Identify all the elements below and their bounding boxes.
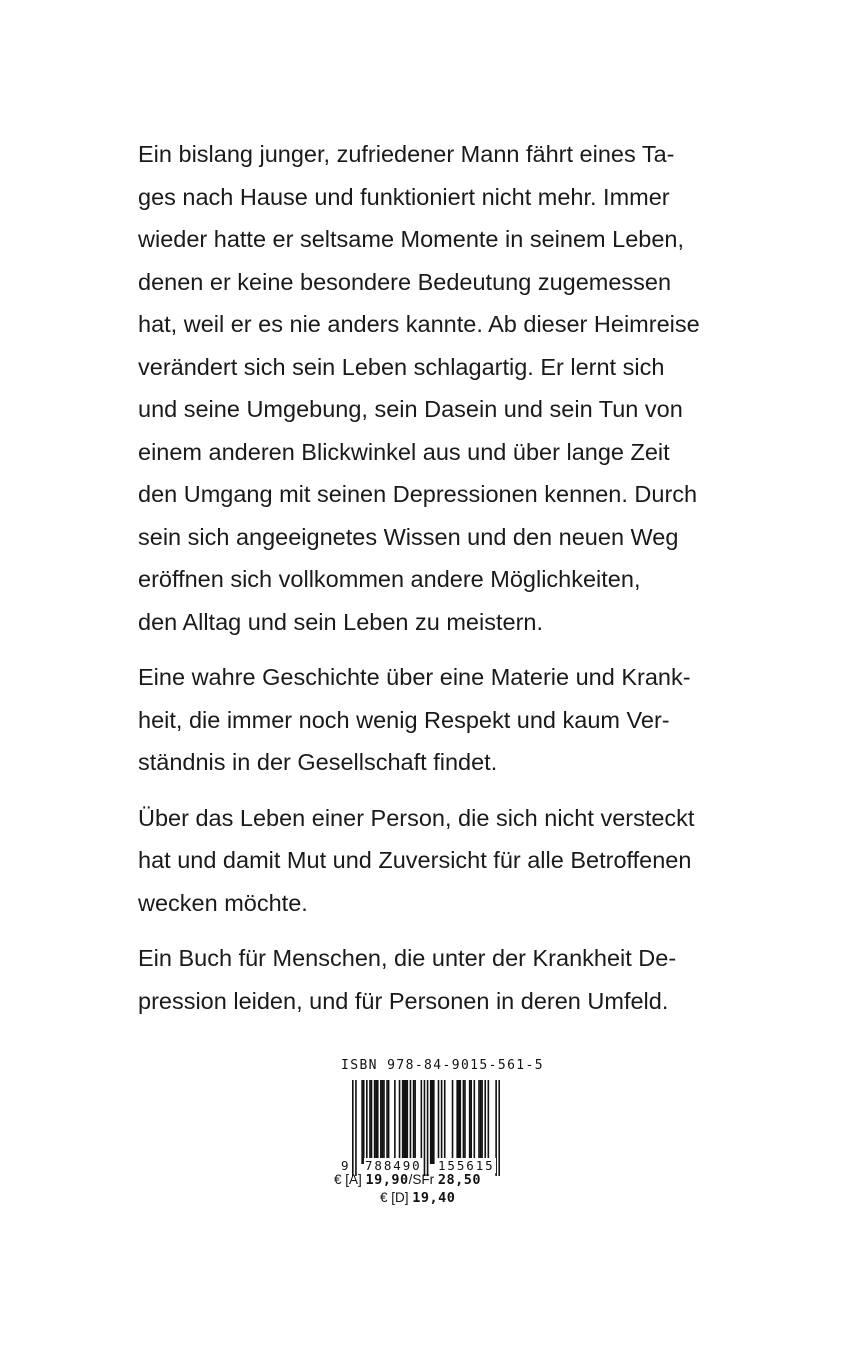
barcode-bar [405, 1080, 407, 1164]
barcode-right-digits: 155615 [438, 1158, 495, 1173]
blurb-paragraph-3 [138, 797, 728, 925]
price-separator: /SFr [408, 1172, 438, 1187]
blurb-line: Über das Leben einer Person, die sich nicht versteckt [138, 804, 695, 831]
barcode-bar [361, 1080, 363, 1164]
barcode-bar [481, 1080, 483, 1164]
barcode-bar [433, 1080, 435, 1164]
barcode-first-digit: 9 [341, 1158, 349, 1173]
barcode-bar [438, 1080, 440, 1164]
isbn-label: ISBN 978-84-9015-561-5 [341, 1058, 544, 1073]
barcode-bar [375, 1080, 377, 1164]
barcode-bar [470, 1080, 472, 1164]
price-value: 19,40 [412, 1190, 456, 1206]
back-cover-blurb [138, 133, 728, 1022]
blurb-line: und seine Umgebung, sein Dasein und sein Tun von [138, 396, 683, 422]
barcode-bar [410, 1080, 412, 1164]
blurb-paragraph-2 [138, 656, 728, 784]
barcode-bar [394, 1080, 396, 1164]
blurb-line: den Alltag und sein Leben zu meistern. [138, 608, 543, 635]
blurb-line: pression leiden, und für Personen in deren Umfeld. [138, 987, 669, 1014]
price-line-austria-switzerland [334, 1172, 481, 1188]
barcode-bar [441, 1080, 443, 1164]
barcode-bar [484, 1080, 486, 1164]
blurb-line: wieder hatte er seltsame Momente in seinem Leben, [138, 226, 685, 252]
barcode-bar [386, 1080, 388, 1164]
barcode-bar [399, 1080, 401, 1164]
blurb-line: einem anderen Blickwinkel aus und über lange Zeit [138, 438, 670, 465]
barcode-bar [459, 1080, 461, 1164]
barcode-left-digits: 788490 [365, 1158, 422, 1173]
blurb-line: hat, weil er es nie anders kannte. Ab dieser Heimreise [138, 311, 700, 337]
blurb-paragraph-1 [138, 133, 728, 643]
barcode-bar [458, 1080, 460, 1164]
barcode-bar [480, 1080, 482, 1164]
barcode-bar [380, 1080, 382, 1164]
barcode-bar [374, 1080, 376, 1164]
barcode-bar [402, 1080, 404, 1164]
barcode-bar [421, 1080, 423, 1164]
price-value: 28,50 [437, 1172, 482, 1188]
blurb-line: heit, die immer noch wenig Respekt und kaum Ver- [138, 706, 670, 733]
barcode-bar [407, 1080, 409, 1164]
barcode-bar [464, 1080, 466, 1164]
barcode-bar [413, 1080, 415, 1164]
barcode-bar [369, 1080, 371, 1164]
blurb-line: Ein Buch für Menschen, die unter der Krankheit De- [138, 945, 677, 971]
blurb-line: eröffnen sich vollkommen andere Möglichkeiten, [138, 566, 641, 592]
barcode-bar [377, 1080, 379, 1164]
blurb-line: hat und damit Mut und Zuversicht für alle Betroffenen [138, 847, 692, 873]
barcode-bar [388, 1080, 390, 1164]
price-line-germany [380, 1190, 455, 1206]
barcode-bar [488, 1080, 490, 1164]
barcode-bar [363, 1080, 365, 1164]
blurb-line: wecken möchte. [138, 889, 308, 916]
barcode-bar [456, 1080, 458, 1164]
barcode-bar [474, 1080, 476, 1164]
blurb-line: Ein bislang junger, zufriedener Mann fährt eines Ta- [138, 141, 675, 167]
barcode-bar [452, 1080, 454, 1164]
barcode-bar [431, 1080, 433, 1164]
barcode-bar [371, 1080, 373, 1164]
barcode-bar [403, 1080, 405, 1164]
blurb-line: verändert sich sein Leben schlagartig. Er lernt sich [138, 353, 665, 380]
barcode-bar [366, 1080, 368, 1164]
blurb-line: ständnis in der Gesellschaft findet. [138, 749, 498, 775]
blurb-line: ges nach Hause und funktioniert nicht mehr. Immer [138, 183, 670, 210]
barcode-bar [383, 1080, 385, 1164]
blurb-line: sein sich angeeignetes Wissen und den neuen Weg [138, 523, 679, 550]
barcode-bar [414, 1080, 416, 1164]
blurb-line: Eine wahre Geschichte über eine Materie und Krank- [138, 664, 691, 690]
barcode-bar [463, 1080, 465, 1164]
price-prefix: € [D] [380, 1190, 413, 1205]
barcode-bar [430, 1080, 432, 1164]
barcode-bar [382, 1080, 384, 1164]
barcode-bar [469, 1080, 471, 1164]
barcode-bar [478, 1080, 480, 1164]
blurb-line: den Umgang mit seinen Depressionen kennen. Durch [138, 481, 698, 507]
blurb-line: denen er keine besondere Bedeutung zugemessen [138, 268, 672, 295]
price-value: 19,90 [365, 1172, 409, 1188]
blurb-paragraph-4 [138, 937, 728, 1022]
price-prefix: € [A] [334, 1172, 366, 1187]
barcode-bar [444, 1080, 446, 1164]
